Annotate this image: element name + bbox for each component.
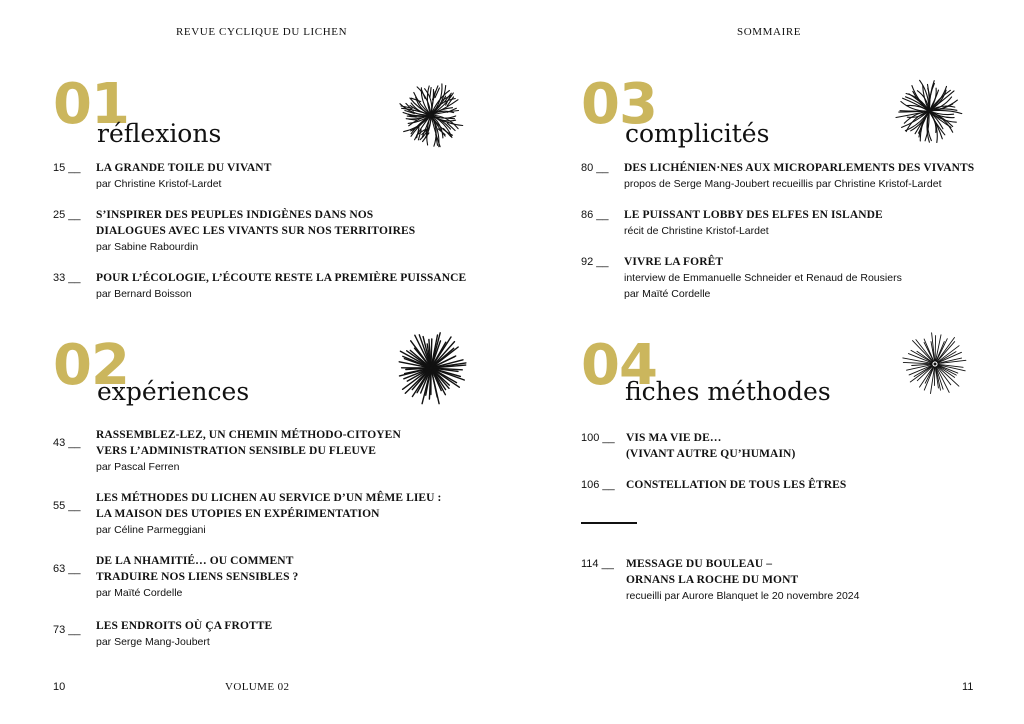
- entry-page-number: 15 __: [53, 162, 81, 174]
- toc-entry[interactable]: [53, 619, 493, 653]
- page-number-left: 10: [53, 681, 66, 693]
- entry-title: S’INSPIRER DES PEUPLES INDIGÈNES DANS NOS DIALOGUES AVEC LES VIVANTS SUR NOS TERRITOIRES: [96, 209, 416, 237]
- entry-author: par Céline Parmeggiani: [96, 524, 206, 536]
- starburst-icon: [893, 322, 977, 406]
- page-number-right: 11: [962, 681, 974, 693]
- entry-author: par Sabine Rabourdin: [96, 241, 199, 253]
- entry-page-number: 92 __: [581, 256, 609, 268]
- entry-title: VIS MA VIE DE… (VIVANT AUTRE QU’HUMAIN): [626, 432, 796, 460]
- toc-entry[interactable]: [581, 208, 1001, 242]
- entry-author: par Serge Mang-Joubert: [96, 636, 210, 648]
- entry-title: CONSTELLATION DE TOUS LES ÊTRES: [626, 479, 847, 491]
- toc-entry[interactable]: [53, 208, 493, 258]
- entry-title: VIVRE LA FORÊT: [624, 256, 724, 268]
- entry-title: RASSEMBLEZ-LEZ, UN CHEMIN MÉTHODO-CITOYEN VERS L’ADMINISTRATION SENSIBLE DU FLEUVE: [96, 429, 401, 457]
- entry-title: POUR L’ÉCOLOGIE, L’ÉCOUTE RESTE LA PREMIÈRE PUISSANCE: [96, 272, 467, 284]
- entry-page-number: 63 __: [53, 563, 81, 575]
- entry-page-number: 100 __: [581, 432, 615, 444]
- starburst-icon: [887, 69, 971, 153]
- section-title: fiches méthodes: [625, 377, 831, 406]
- entry-page-number: 33 __: [53, 272, 81, 284]
- running-header-left: REVUE CYCLIQUE DU LICHEN: [176, 26, 348, 38]
- entry-author: propos de Serge Mang-Joubert recueillis par Christine Kristof-Lardet: [624, 178, 942, 190]
- entry-author: par Christine Kristof-Lardet: [96, 178, 222, 190]
- entry-title: LA GRANDE TOILE DU VIVANT: [96, 162, 272, 174]
- toc-entry[interactable]: [581, 255, 1001, 305]
- entry-author-credit: par Maïté Cordelle: [624, 288, 711, 300]
- starburst-icon: [389, 326, 473, 410]
- toc-entry[interactable]: [581, 557, 1001, 607]
- section-number: 02: [53, 333, 129, 398]
- entry-author: par Bernard Boisson: [96, 288, 192, 300]
- starburst-icon: [389, 73, 473, 157]
- entry-author: par Pascal Ferren: [96, 461, 180, 473]
- entry-page-number: 106 __: [581, 479, 615, 491]
- toc-entry[interactable]: [581, 431, 1001, 465]
- section-04: [581, 333, 1001, 608]
- entry-author: interview de Emmanuelle Schneider et Renaud de Rousiers: [624, 272, 902, 284]
- entry-author: recueilli par Aurore Blanquet le 20 novembre 2024: [626, 590, 860, 602]
- running-header-right: SOMMAIRE: [737, 26, 802, 38]
- entry-page-number: 25 __: [53, 209, 81, 221]
- section-title: complicités: [625, 119, 770, 148]
- section-01: [53, 72, 493, 317]
- entry-page-number: 86 __: [581, 209, 609, 221]
- entry-author: récit de Christine Kristof-Lardet: [624, 225, 769, 237]
- entry-title: LES MÉTHODES DU LICHEN AU SERVICE D’UN MÊME LIEU : LA MAISON DES UTOPIES EN EXPÉRIMENTATION: [96, 492, 442, 520]
- section-number: 04: [581, 333, 657, 398]
- entry-page-number: 43 __: [53, 437, 81, 449]
- toc-entry[interactable]: [53, 271, 493, 305]
- entry-title: DE LA NHAMITIÉ… OU COMMENT TRADUIRE NOS LIENS SENSIBLES ?: [96, 555, 299, 583]
- entry-title: LE PUISSANT LOBBY DES ELFES EN ISLANDE: [624, 209, 883, 221]
- entry-page-number: 55 __: [53, 500, 81, 512]
- section-02: [53, 333, 493, 658]
- section-number: 03: [581, 72, 657, 137]
- entry-page-number: 114 __: [581, 558, 614, 570]
- section-title: expériences: [97, 377, 250, 406]
- entry-title: DES LICHÉNIEN·NES AUX MICROPARLEMENTS DES VIVANTS: [624, 162, 975, 174]
- toc-entry[interactable]: [53, 554, 493, 604]
- section-03: [581, 72, 1001, 317]
- toc-entry[interactable]: [53, 161, 493, 195]
- toc-entry[interactable]: [53, 491, 493, 541]
- toc-entry[interactable]: [581, 161, 1001, 195]
- entry-page-number: 73 __: [53, 624, 81, 636]
- divider-rule: [581, 522, 637, 524]
- toc-entry[interactable]: [581, 478, 1001, 496]
- entry-title: MESSAGE DU BOULEAU – ORNANS LA ROCHE DU MONT: [626, 558, 799, 586]
- entry-author: par Maïté Cordelle: [96, 587, 183, 599]
- entry-title: LES ENDROITS OÙ ÇA FROTTE: [96, 620, 273, 632]
- volume-label: VOLUME 02: [225, 681, 290, 693]
- section-number: 01: [53, 72, 129, 137]
- toc-entry[interactable]: [53, 428, 493, 478]
- section-title: réflexions: [97, 119, 222, 148]
- entry-page-number: 80 __: [581, 162, 609, 174]
